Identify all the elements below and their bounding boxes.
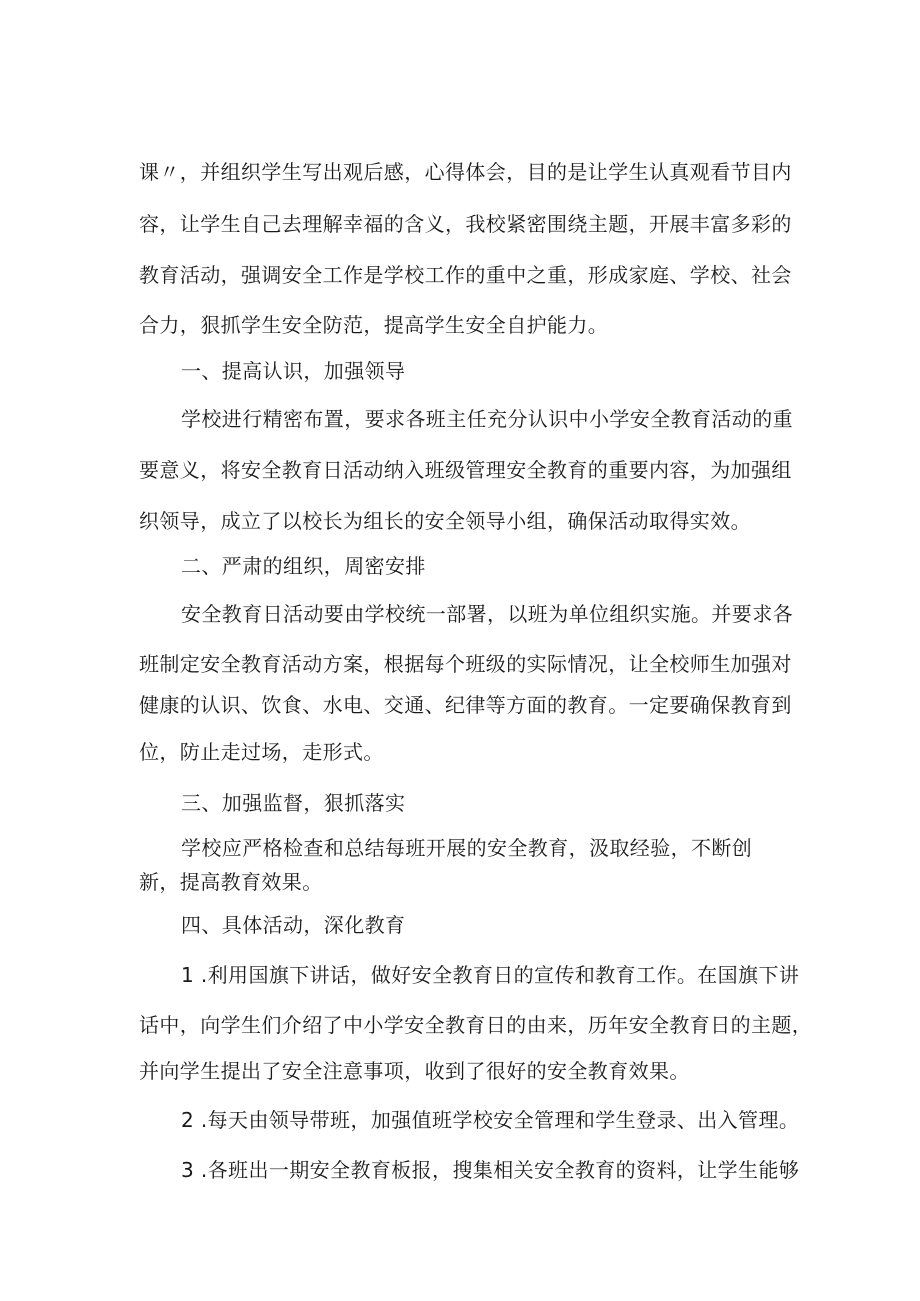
section2-line-4: 位，防止走过场，走形式。 [139,740,384,764]
section4-item1-line-3: 并向学生提出了安全注意事项，收到了很好的安全教育效果。 [139,1059,690,1083]
intro-line-2: 容，让学生自己去理解幸福的含义，我校紧密围绕主题，开展丰富多彩的 [139,212,792,236]
intro-line-4: 合力，狠抓学生安全防范，提高学生安全自护能力。 [139,313,609,337]
section2-line-2: 班制定安全教育活动方案，根据每个班级的实际情况，让全校师生加强对 [139,652,792,676]
section2-line-3: 健康的认识、饮食、水电、交通、纪律等方面的教育。一定要确保教育到 [139,693,792,717]
intro-line-1: 课〃，并组织学生写出观后感，心得体会，目的是让学生认真观看节目内 [139,160,792,184]
section1-line-3: 织领导，成立了以校长为组长的安全领导小组，确保活动取得实效。 [139,509,751,533]
section1-line-2: 要意义，将安全教育日活动纳入班级管理安全教育的重要内容，为加强组 [139,458,792,482]
section3-line-1: 学校应严格检查和总结每班开展的安全教育，汲取经验，不断创 [181,836,753,860]
section4-item1-line-2: 话中，向学生们介绍了中小学安全教育日的由来，历年安全教育日的主题， [139,1013,813,1037]
section-heading-2: 二、严肃的组织，周密安排 [181,554,426,578]
section-heading-1: 一、提高认识，加强领导 [181,359,406,383]
intro-line-3: 教育活动，强调安全工作是学校工作的重中之重，形成家庭、学校、社会 [139,263,792,287]
section1-line-1: 学校进行精密布置，要求各班主任充分认识中小学安全教育活动的重 [181,407,793,431]
section-heading-3: 三、加强监督，狠抓落实 [181,791,406,815]
section4-item1-line-1: 1 .利用国旗下讲话，做好安全教育日的宣传和教育工作。在国旗下讲 [181,963,800,987]
section4-item3: 3 .各班出一期安全教育板报，搜集相关安全教育的资料，让学生能够 [181,1158,800,1182]
section4-item2: 2 .每天由领导带班，加强值班学校安全管理和学生登录、出入管理。 [181,1108,800,1132]
section-heading-4: 四、具体活动，深化教育 [181,913,406,937]
section2-line-1: 安全教育日活动要由学校统一部署，以班为单位组织实施。并要求各 [181,602,793,626]
section3-line-2: 新，提高教育效果。 [139,870,323,894]
